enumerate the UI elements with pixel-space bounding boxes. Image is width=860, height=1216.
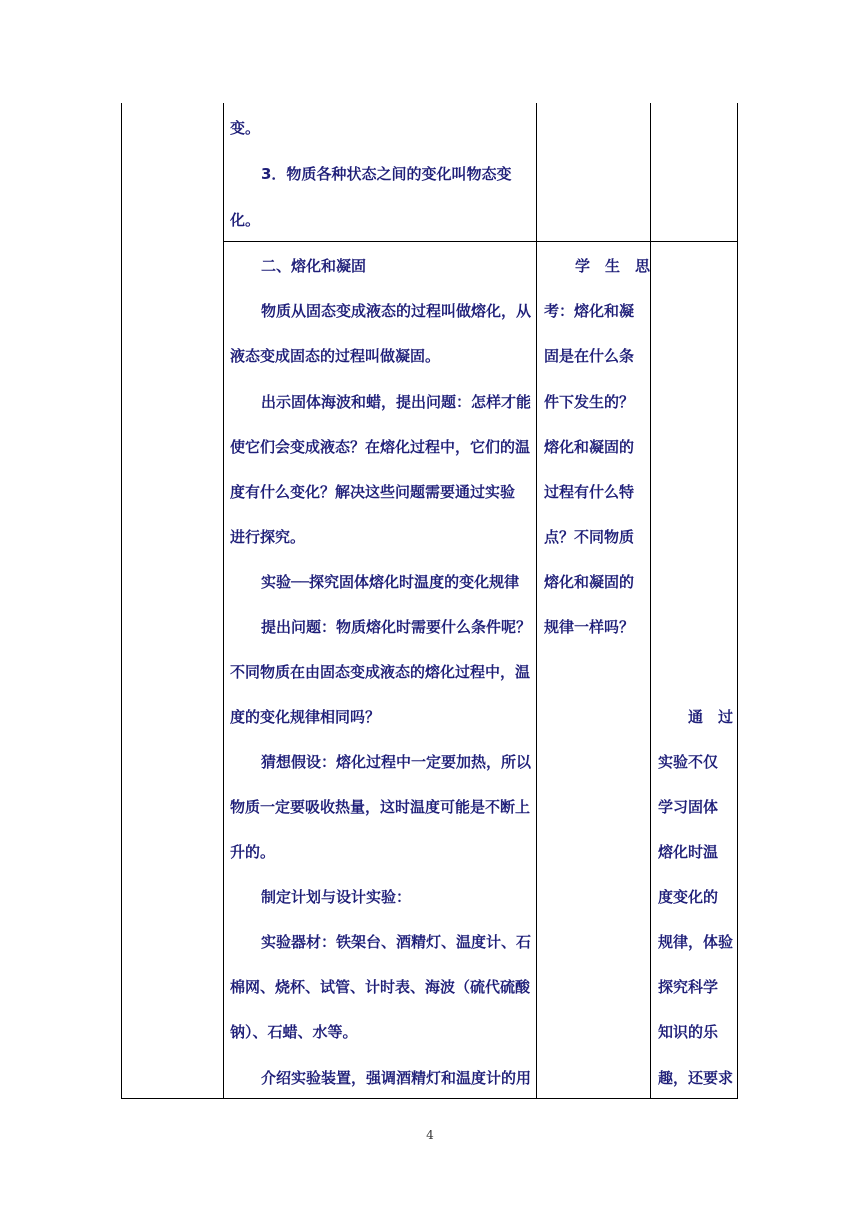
content-line: 介绍实验装置，强调酒精灯和温度计的用 (261, 1069, 532, 1087)
student-activity-line: 熔化和凝固的 (544, 573, 635, 591)
content-line: 物质一定要吸收热量，这时温度可能是不断上 (230, 798, 531, 816)
student-activity-line: 学 生 思 (575, 257, 651, 275)
student-activity-line: 考：熔化和凝 (544, 302, 635, 320)
design-intent-line: 探究科学 (658, 978, 719, 996)
design-intent-line: 趣，还要求 (658, 1069, 734, 1087)
content-line: 钠）、石蜡、水等。 (230, 1023, 358, 1041)
design-intent-line: 实验不仅 (658, 753, 719, 771)
content-line: 度有什么变化？解决这些问题需要通过实验 (230, 483, 516, 501)
design-intent-line: 通 过 (688, 708, 734, 726)
content-line: 变。 (230, 119, 261, 137)
section-heading: 二、熔化和凝固 (261, 257, 367, 275)
content-line: 3．物质各种状态之间的变化叫物态变 (261, 165, 512, 183)
student-activity-line: 件下发生的？ (544, 393, 635, 411)
content-line: 实验器材：铁架台、酒精灯、温度计、石 (261, 933, 532, 951)
table-divider-1 (223, 103, 224, 1099)
table-border-left (121, 103, 122, 1099)
content-line: 化。 (230, 211, 261, 229)
content-line: 制定计划与设计实验： (261, 888, 412, 906)
table-divider-3 (650, 103, 651, 1099)
student-activity-line: 熔化和凝固的 (544, 438, 635, 456)
content-line: 使它们会变成液态？在熔化过程中，它们的温 (230, 438, 531, 456)
table-border-right (737, 103, 738, 1099)
design-intent-line: 度变化的 (658, 888, 719, 906)
student-activity-line: 固是在什么条 (544, 347, 635, 365)
content-line: 不同物质在由固态变成液态的熔化过程中，温 (230, 663, 531, 681)
content-line: 棉网、烧杯、试管、计时表、海波（硫代硫酸 (230, 978, 531, 996)
content-line: 度的变化规律相同吗？ (230, 708, 381, 726)
design-intent-line: 学习固体 (658, 798, 719, 816)
content-line: 出示固体海波和蜡，提出问题：怎样才能 (261, 393, 532, 411)
table-divider-2 (536, 103, 537, 1099)
student-activity-line: 点？不同物质 (544, 528, 635, 546)
student-activity-line: 过程有什么特 (544, 483, 635, 501)
content-line: 实验──探究固体熔化时温度的变化规律 (261, 573, 520, 591)
table-row-separator (223, 241, 738, 242)
content-line: 液态变成固态的过程叫做凝固。 (230, 347, 441, 365)
design-intent-line: 规律，体验 (658, 933, 734, 951)
content-line: 提出问题：物质熔化时需要什么条件呢？ (261, 618, 532, 636)
content-line: 物质从固态变成液态的过程叫做熔化，从 (261, 302, 532, 320)
student-activity-line: 规律一样吗？ (544, 618, 635, 636)
content-line: 猜想假设：熔化过程中一定要加热，所以 (261, 753, 532, 771)
design-intent-line: 知识的乐 (658, 1023, 719, 1041)
table-border-bottom (121, 1098, 738, 1099)
design-intent-line: 熔化时温 (658, 843, 719, 861)
content-line: 升的。 (230, 843, 276, 861)
page-number: 4 (426, 1128, 434, 1142)
content-line: 进行探究。 (230, 528, 306, 546)
